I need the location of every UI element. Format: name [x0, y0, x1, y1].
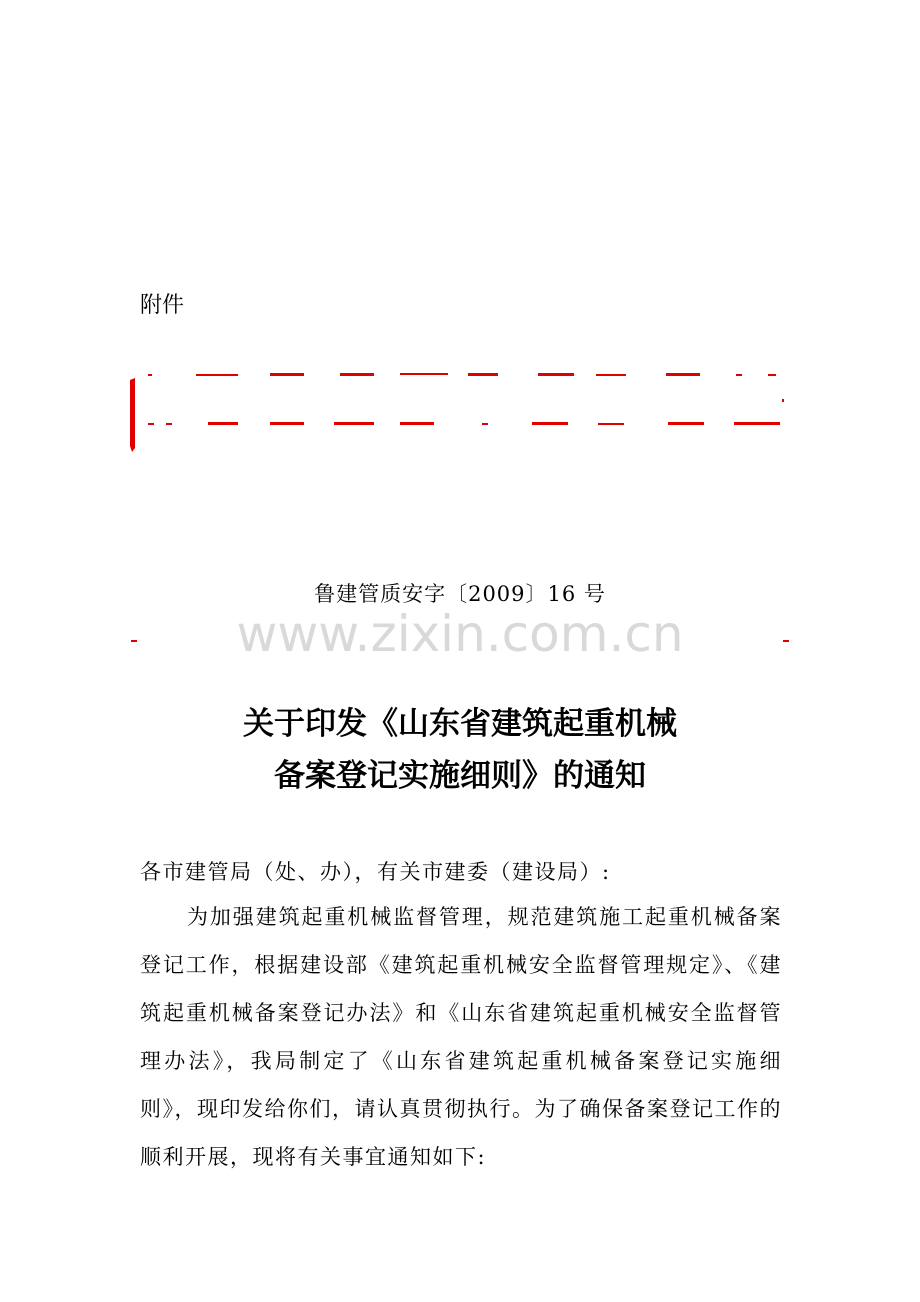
red-letterhead: [128, 366, 788, 456]
title-line-2: 备案登记实施细则》的通知: [274, 758, 646, 794]
document-number: 鲁建管质安字〔2009〕16 号: [314, 582, 606, 606]
attachment-label: 附件: [140, 293, 185, 318]
redhead-left-bar: [130, 378, 135, 452]
title-line-1: 关于印发《山东省建筑起重机械: [243, 706, 677, 742]
red-rule-right: [783, 640, 789, 642]
red-rule-left: [131, 640, 137, 642]
salutation: 各市建管局（处、办），有关市建委（建设局）:: [140, 860, 611, 884]
watermark: www.zixin.com.cn: [236, 605, 684, 663]
body-paragraph: 为加强建筑起重机械监督管理，规范建筑施工起重机械备案登记工作，根据建设部《建筑起重机械安全监督管理规定》、《建筑起重机械备案登记办法》和《山东省建筑起重机械安全监督管理办法》，我局制定了《山东省建筑起重机械备案登记实施细则》，现印发给你们，请认真贯彻执行。为了确保备案登记工作的顺利开展，现将有关事宜通知如下:: [140, 905, 782, 1169]
